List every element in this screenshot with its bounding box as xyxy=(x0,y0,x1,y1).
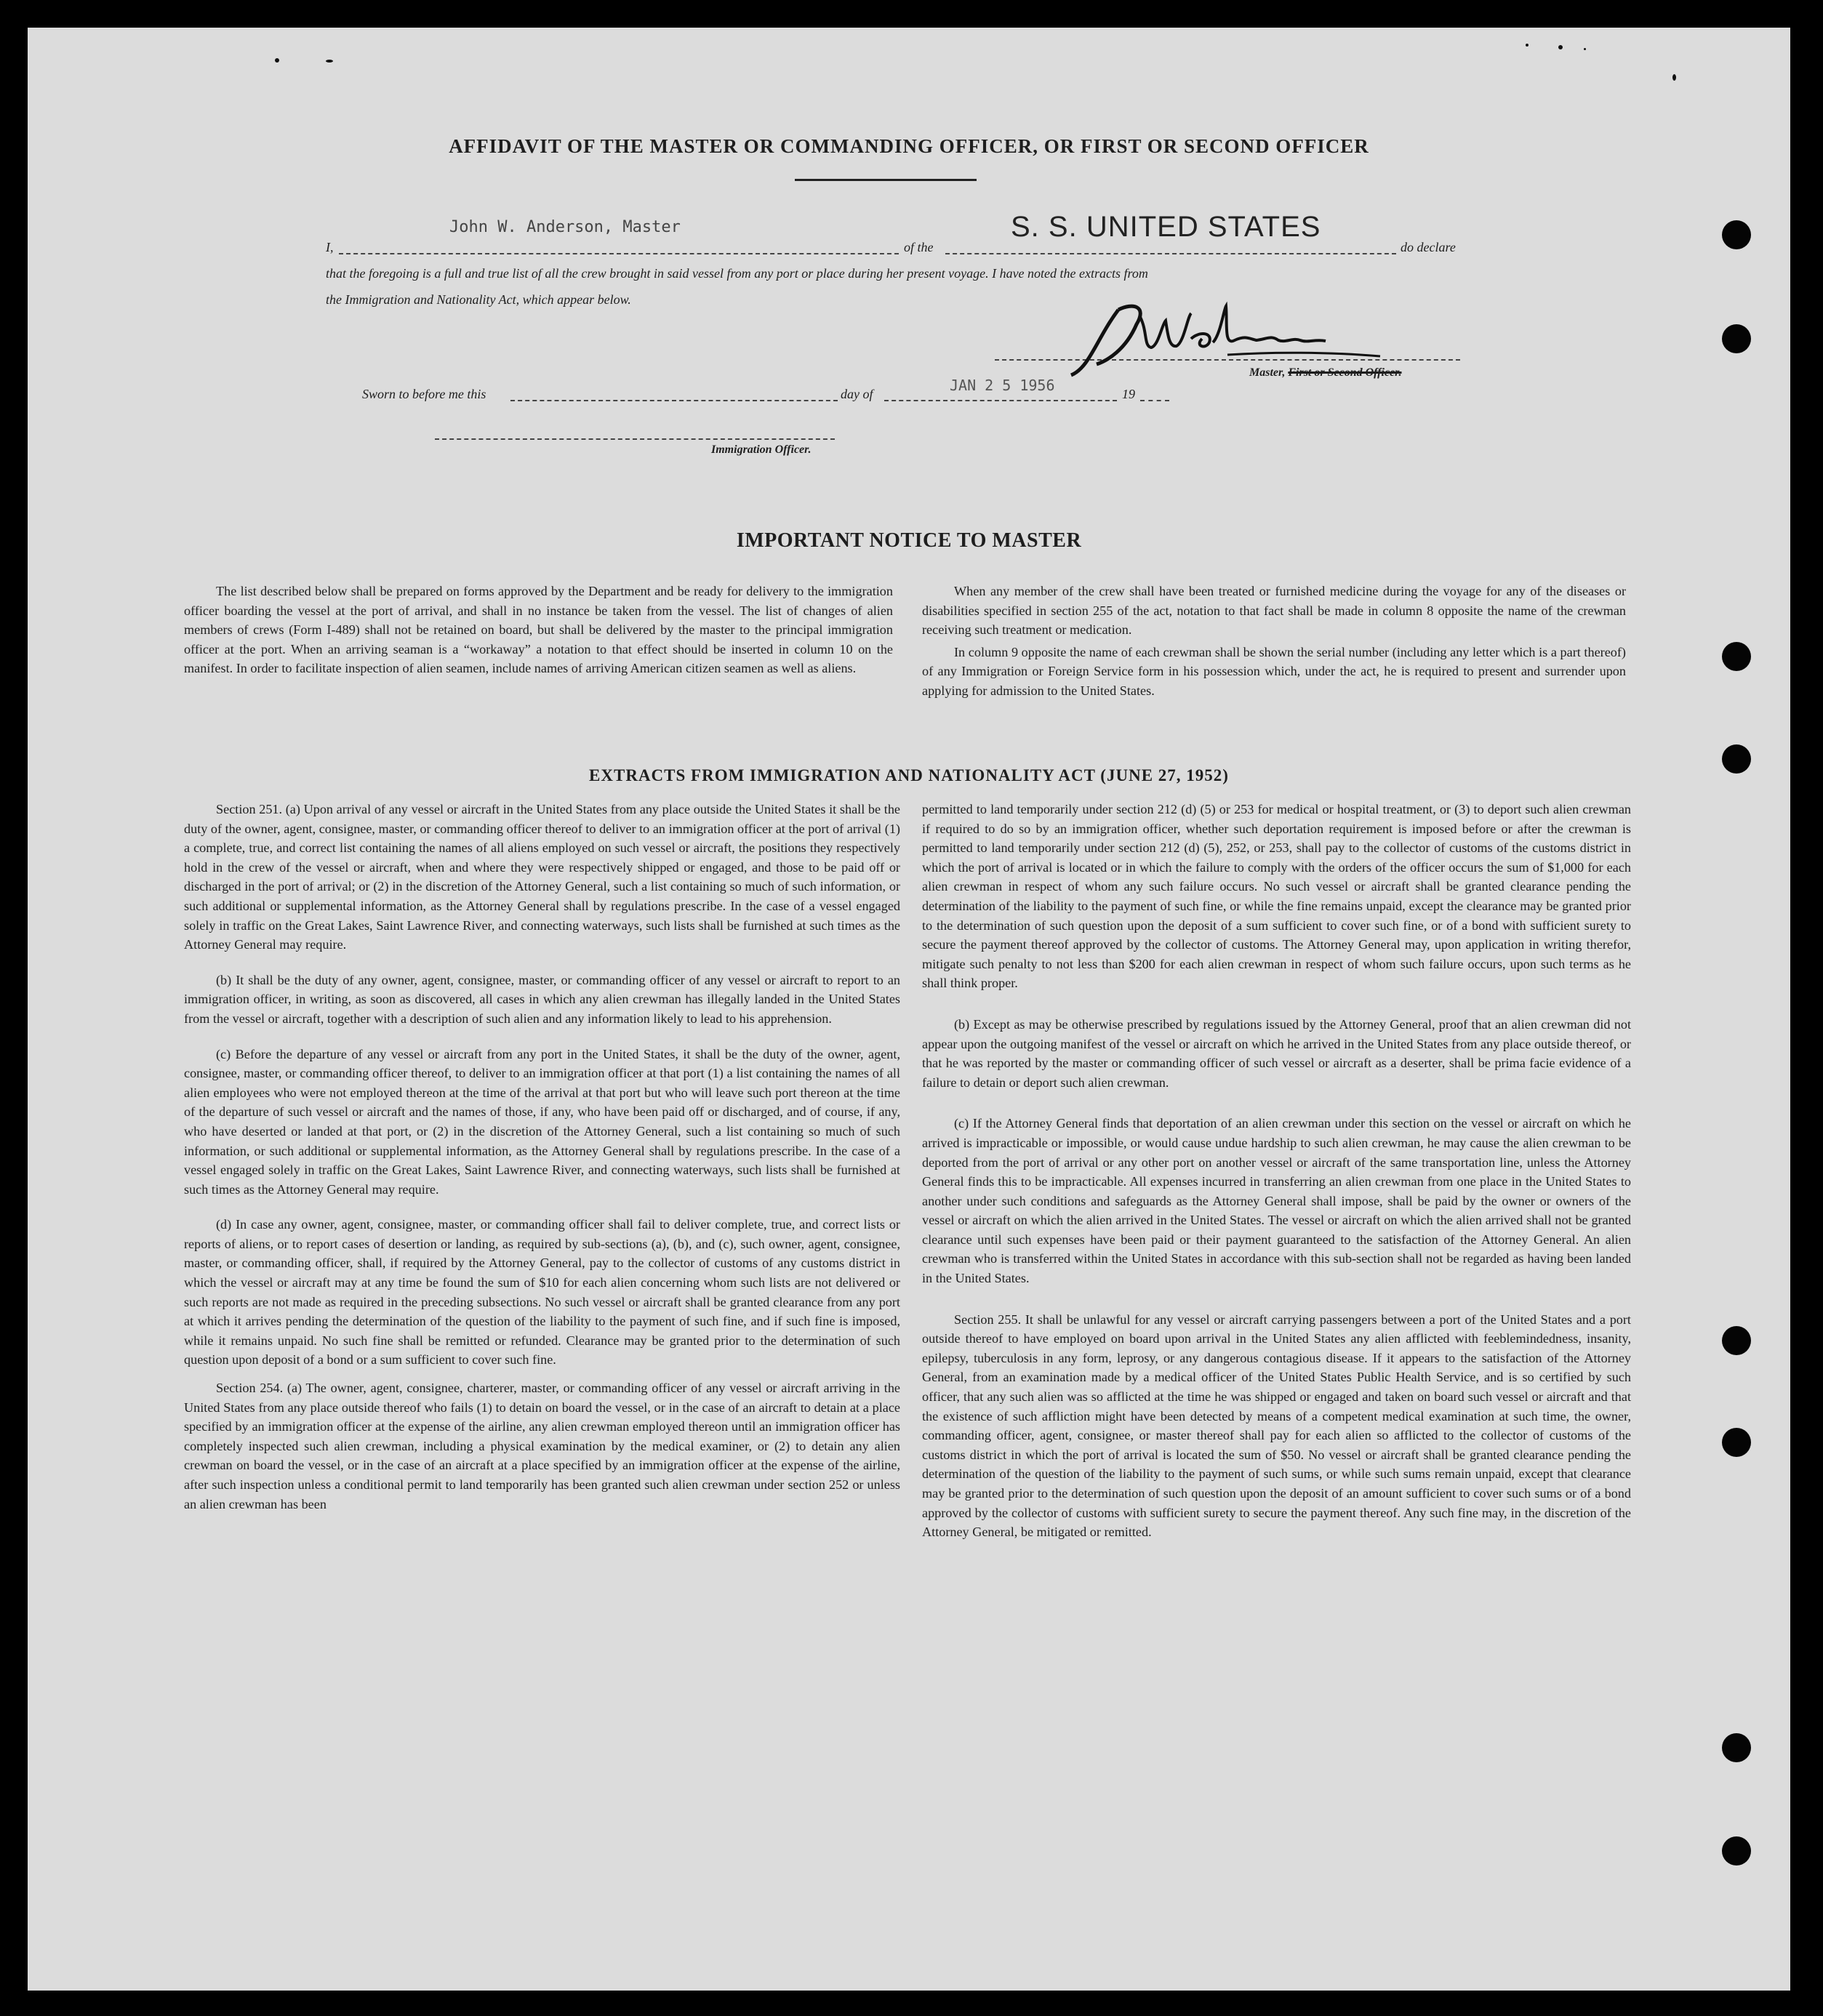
section-251a: Section 251. (a) Upon arrival of any vessel or aircraft in the United States from any place outside the United States it shall be the duty of the owner, agent, consignee, master, or commanding officer thereof to deliver to an immigration officer at the port of arrival (1) a complete, true, and correct list containing the names of all aliens employed on such vessel or aircraft, the positions they respectively hold in the crew of the vessel or aircraft, when and where they were respectively shipped or engaged, and those to be paid off or discharged in the port of arrival; or (2) in the discretion of the Attorney General, such a list containing so much of such information, or such additional or supplemental information, as the Attorney General shall by regulations prescribe. In the case of a vessel engaged solely in traffic on the Great Lakes, Saint Lawrence River, and connecting waterways, such lists shall be furnished at such times as the Attorney General may require. xyxy=(184,802,900,952)
scan-speck xyxy=(1558,45,1563,49)
section-251d: (d) In case any owner, agent, consignee, master, or commanding officer shall fail to deliver complete, true, and correct lists or reports of aliens, or to report cases of desertion or landing, as required by sub-sections (a), (b), and (c), such owner, agent, consignee, master, or commanding officer, shall, if required by the Attorney General, pay to the collector of customs of any customs district in which the vessel or aircraft may at any time be found the sum of $10 for each alien concerning whom such lists are not delivered or such reports are not made as required in the preceding subsections. No such vessel or aircraft shall be granted clearance from any port at which it arrives pending the determination of the question of the liability to the payment of such fine, and if such fine is imposed, while it remains unpaid. No such fine shall be remitted or refunded. Clearance may be granted prior to the determination of such question upon deposit of a bond or a sum sufficient to cover such fine. xyxy=(184,1217,900,1368)
punch-hole xyxy=(1722,1326,1751,1355)
section-254a: Section 254. (a) The owner, agent, consignee, charterer, master, or commanding officer of any vessel or aircraft arriving in the United States from any place outside thereof who fails (1) to detain on board the vessel, or in the case of an aircraft to detain at a place specified by an immigration officer at the expense of the airline, any alien crewman employed thereon until an immigration officer has completely inspected such alien crewman, including a physical examination by the medical examiner, or (2) to detain any alien crewman on board the vessel, or in the case of an aircraft at a place specified by an immigration officer at the expense of the airline, after such inspection unless a conditional permit to land temporarily has been granted such alien crewman under section 252 or unless an alien crewman has been xyxy=(184,1381,900,1511)
scan-speck xyxy=(1526,44,1528,47)
officer-line xyxy=(435,438,835,440)
day-of-label: day of xyxy=(841,387,873,401)
notice-right-column xyxy=(922,582,1626,717)
scan-speck xyxy=(1584,48,1586,50)
punch-hole xyxy=(1722,220,1751,249)
title-underline xyxy=(795,179,977,181)
punch-hole xyxy=(1722,1836,1751,1866)
notice-left-column xyxy=(184,582,893,694)
signer-title xyxy=(1249,366,1402,379)
notice-paragraph: In column 9 opposite the name of each crewman shall be shown the serial number (including any letter which is a part thereof) of any Immigration or Foreign Service form in his possession which, under the act, he is required to present and surrender upon applying for admission to the United States. xyxy=(922,644,1626,698)
section-251b: (b) It shall be the duty of any owner, agent, consignee, master, or commanding officer of any vessel or aircraft to report to an immigration officer, in writing, as soon as discovered, all cases in which any alien crewman has illegally landed in the United States from the vessel or aircraft, together with a description of such alien and any information likely to lead to his apprehension. xyxy=(184,972,900,1026)
punch-hole xyxy=(1722,324,1751,353)
i-label: I, xyxy=(326,240,334,254)
section-255: Section 255. It shall be unlawful for any vessel or aircraft carrying passengers between a port of the United States and a port outside thereof to have employed on board upon arrival in the United States any alien afflicted with feeblemindedness, insanity, epilepsy, tuberculosis in any form, leprosy, or any dangerous contagious disease. If it appears to the satisfaction of the Attorney General, from an examination made by a medical officer of the United States Public Health Service, and is so certified by such officer, that any such alien was so afflicted at the time he was shipped or engaged and taken on board such vessel or aircraft and that the existence of such affliction might have been detected by means of a competent medical examination at such time, the owner, commanding officer, agent, consignee, or master thereof shall pay for each alien so afflicted to the collector of customs of the customs district in which the port of arrival is located the sum of $50. No vessel or aircraft shall be granted clearance pending the determination of the question of the liability to the payment of such sums, or while such sums remain unpaid, except that clearance may be granted prior to the determination of such question upon the deposit of an amount sufficient to cover such sums or of a bond approved by the collector of customs with sufficient surety to secure the payment thereof. Any such fine may, in the discretion of the Attorney General, be mitigated or remitted. xyxy=(922,1312,1631,1540)
year-line xyxy=(1140,400,1169,401)
sworn-month-line xyxy=(884,400,1117,401)
punch-hole xyxy=(1722,1428,1751,1457)
signer-title-prefix: Master, xyxy=(1249,366,1286,379)
extracts-right-column xyxy=(922,800,1631,1558)
punch-hole xyxy=(1722,1733,1751,1762)
extracts-left-column xyxy=(184,800,900,1530)
extracts-title: EXTRACTS FROM IMMIGRATION AND NATIONALITY ACT (JUNE 27, 1952) xyxy=(589,766,1229,784)
of-the-label: of the xyxy=(904,240,934,254)
year-prefix: 19 xyxy=(1122,387,1135,401)
name-line xyxy=(339,253,899,254)
section-251c: (c) Before the departure of any vessel or aircraft from any port in the United States, it shall be the duty of the owner, agent, consignee, master, or commanding officer thereof, to deliver to an immigration officer at that port (1) a list containing the names of all alien employees who were not employed thereon at the time of the arrival at that port but who will leave such port thereon at the time of the departure of such vessel or aircraft and the names of those, if any, who have been paid off or discharged, and of course, if any, who have deserted or landed at that port, or (2) in the discretion of the Attorney General, such a list containing so much of such information, or such additional or supplemental information, as the Attorney General shall by regulations prescribe. In the case of a vessel engaged solely in traffic on the Great Lakes, Saint Lawrence River, and connecting waterways, such lists shall be furnished at such times as the Attorney General may require. xyxy=(184,1046,900,1197)
date-stamp: JAN 2 5 1956 xyxy=(950,377,1055,394)
document-page xyxy=(28,28,1790,1991)
master-name-field: John W. Anderson, Master xyxy=(449,218,681,236)
notice-paragraph: When any member of the crew shall have been treated or furnished medicine during the voyage for any of the diseases or disabilities specified in section 255 of the act, notation to that fact shall be made in column 8 opposite the name of the crewman receiving such treatment or medication. xyxy=(922,584,1626,638)
scan-speck xyxy=(275,58,279,63)
section-254c: (c) If the Attorney General finds that deportation of an alien crewman under this section on the vessel or aircraft on which he arrived is impracticable or impossible, or would cause undue hardship to such alien crewman, he may cause the alien crewman to be deported from the port of arrival or any other port on another vessel or aircraft of the same transportation line, unless the Attorney General finds this to be impracticable. All expenses incurred in transferring an alien crewman from one place in the United States to another under such conditions and safeguards as the Attorney General shall impose, shall be paid by the owner or owners of the vessel or aircraft on which the alien arrived in the United States. The vessel or aircraft on which the alien arrived shall not be granted clearance until such expenses have been paid or their payment guaranteed to the satisfaction of the Attorney General. An alien crewman who is transferred within the United States in accordance with this sub-section shall not be regarded as having been landed in the United States. xyxy=(922,1116,1631,1286)
scan-speck xyxy=(1672,74,1676,81)
do-declare-label: do declare xyxy=(1401,240,1456,254)
notice-title: IMPORTANT NOTICE TO MASTER xyxy=(736,529,1082,552)
officer-label: Immigration Officer. xyxy=(711,443,812,456)
affidavit-title: AFFIDAVIT OF THE MASTER OR COMMANDING OFFICER, OR FIRST OR SECOND OFFICER xyxy=(449,135,1369,157)
vessel-name-field: S. S. UNITED STATES xyxy=(1011,211,1321,243)
vessel-line xyxy=(945,253,1396,254)
notice-paragraph: The list described below shall be prepared on forms approved by the Department and be ready for delivery to the immigration officer boarding the vessel at the port of arrival, and shall in no instance be taken from the vessel. The list of changes of alien members of crews (Form I-489) shall not be retained on board, but shall be delivered by the master to the principal immigration officer at the port. When an arriving seaman is a “workaway” a notation to that effect should be inserted in column 10 on the manifest. In order to facilitate inspection of alien seamen, include names of arriving American citizen seamen as well as aliens. xyxy=(184,584,893,676)
declaration-line-1: that the foregoing is a full and true list of all the crew brought in said vessel from any port or place during her present voyage. I have noted the extracts from xyxy=(326,266,1148,281)
declaration-line-2: the Immigration and Nationality Act, which appear below. xyxy=(326,292,631,307)
sworn-day-line xyxy=(510,400,838,401)
section-254b: (b) Except as may be otherwise prescribed by regulations issued by the Attorney General, proof that an alien crewman did not appear upon the outgoing manifest of the vessel or aircraft on which he arrived in the United States from any place outside thereof, or that he was reported by the master or commanding officer of such vessel or aircraft as a deserter, shall be prima facie evidence of a failure to detain or deport such alien crewman. xyxy=(922,1016,1631,1090)
scan-speck xyxy=(326,60,333,63)
signer-title-struck: First or Second Officer. xyxy=(1288,366,1402,379)
sworn-label: Sworn to before me this xyxy=(362,387,486,401)
punch-hole xyxy=(1722,642,1751,671)
section-254a-continued: permitted to land temporarily under section 212 (d) (5) or 253 for medical or hospital treatment, or (3) to deport such alien crewman if required to do so by an immigration officer, whether such deportation requirement is imposed before or after the crewman is permitted to land temporarily under section 212 (d) (5), 252, or 253, shall pay to the collector of customs of the customs district in which the port of arrival is located or in which the failure to comply with the orders of the officer occurs the sum of $1,000 for each alien crewman in respect of whom any such failure occurs. No such vessel or aircraft shall be granted clearance pending the determination of the liability to the payment of such fine, or while the fine remains unpaid, except the clearance may be granted prior to the determination of such question upon the deposit of a sum sufficient to cover such fine, or of a bond with sufficient surety to secure the payment thereof approved by the collector of customs. The Attorney General may, upon application in writing therefor, mitigate such penalty to not less than $200 for each alien crewman in respect of whom such failure occurs, upon such terms as he shall think proper. xyxy=(922,802,1631,991)
